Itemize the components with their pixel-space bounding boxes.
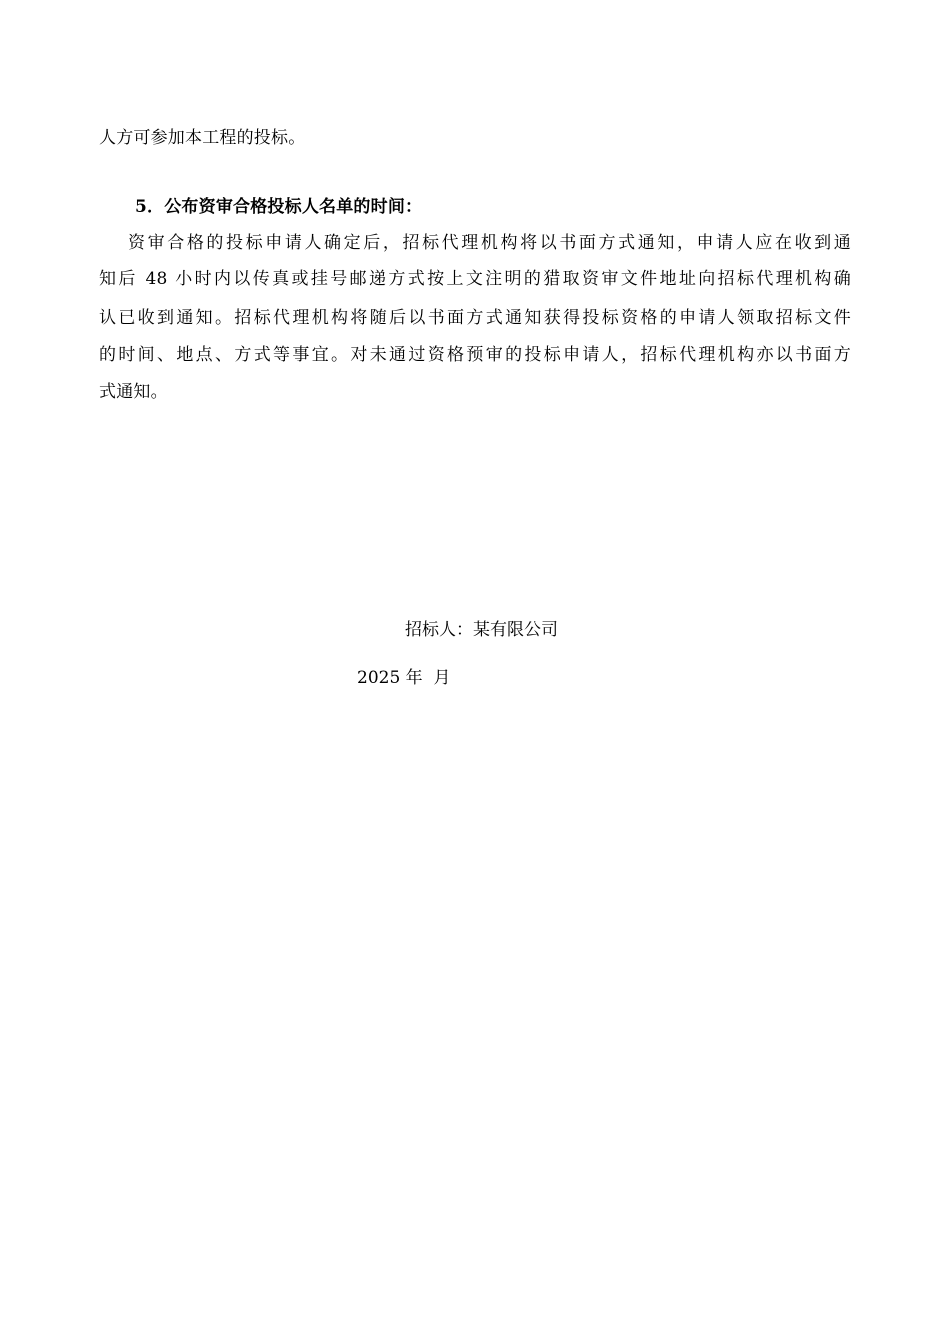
tenderer-signature: 招标人：某有限公司 [405, 620, 558, 640]
section-5-line-4: 的时间、地点、方式等事宜。对未通过资格预审的投标申请人，招标代理机构亦以书面方 [99, 345, 851, 365]
section-5-line-2: 知后 48 小时内以传真或挂号邮递方式按上文注明的猎取资审文件地址向招标代理机构确 [99, 269, 851, 289]
section-5-line-5: 式通知。 [99, 382, 168, 402]
signature-date: 2025 年 月 [357, 668, 451, 688]
section-5-line-3: 认已收到通知。招标代理机构将随后以书面方式通知获得投标资格的申请人领取招标文件 [99, 308, 851, 328]
section-5-line-1: 资审合格的投标申请人确定后，招标代理机构将以书面方式通知，申请人应在收到通 [128, 233, 851, 253]
section-5-heading: 5．公布资审合格投标人名单的时间： [135, 197, 423, 217]
intro-tail-text: 人方可参加本工程的投标。 [99, 128, 306, 148]
